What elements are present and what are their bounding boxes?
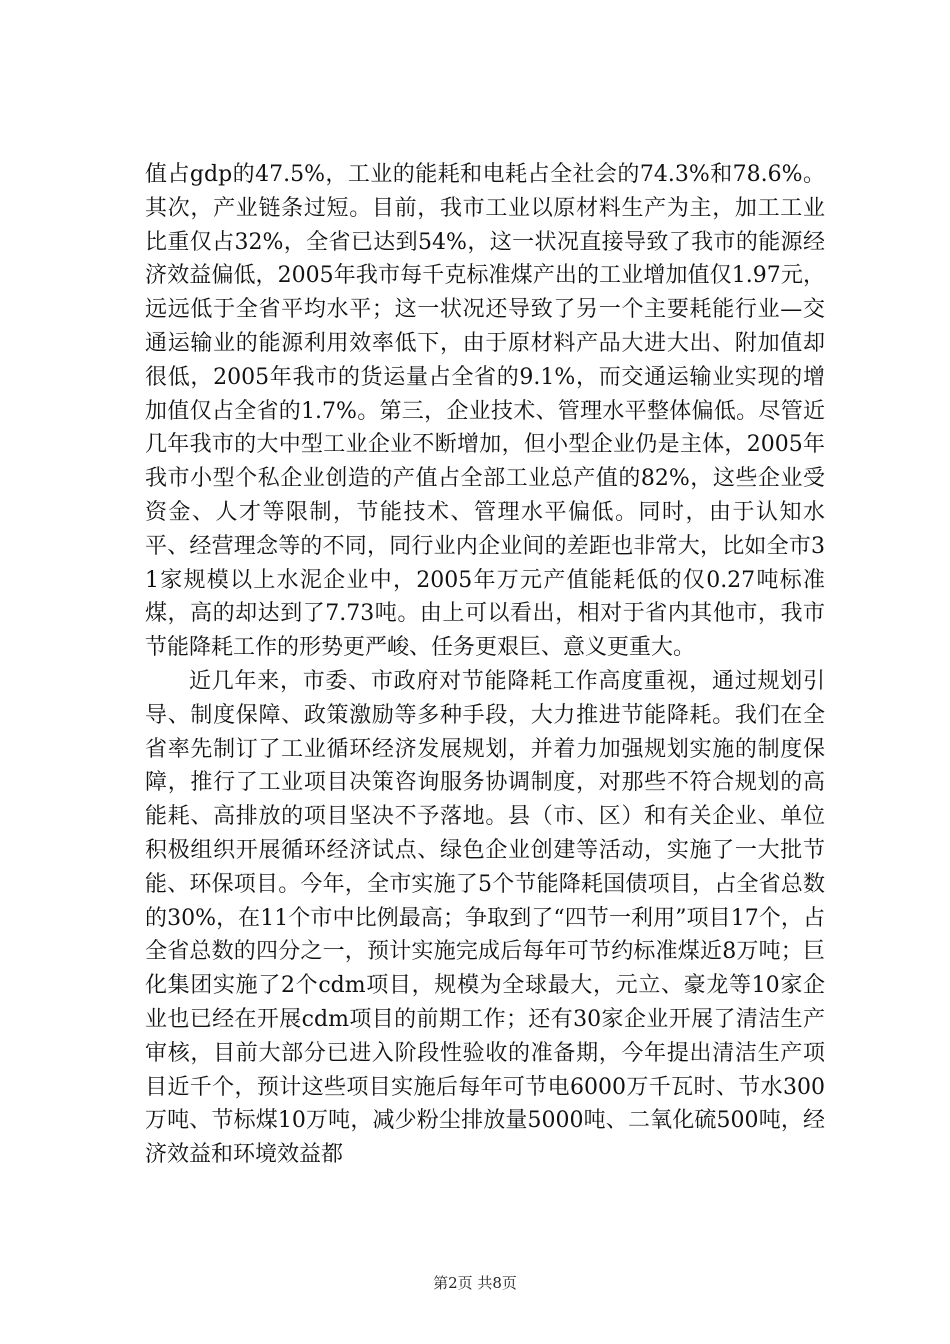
paragraph-2: 近几年来，市委、市政府对节能降耗工作高度重视，通过规划引导、制度保障、政策激励等多种手段，大力推进节能降耗。我们在全省率先制订了工业循环经济发展规划，并着力加强规划实施的制度保障，推行了工业项目决策咨询服务协调制度，对那些不符合规划的高能耗、高排放的项目坚决不予落地。县（市、区）和有关企业、单位积极组织开展循环经济试点、绿色企业创建等活动，实施了一大批节能、环保项目。今年，全市实施了5个节能降耗国债项目，占全省总数的30%，在11个市中比例最高；争取到了“四节一利用”项目17个，占全省总数的四分之一，预计实施完成后每年可节约标准煤近8万吨；巨化集团实施了2个cdm项目，规模为全球最大，元立、豪龙等10家企业也已经在开展cdm项目的前期工作；还有30家企业开展了清洁生产审核，目前大部分已进入阶段性验收的准备期，今年提出清洁生产项目近千个，预计这些项目实施后每年可节电6000万千瓦时、节水300万吨、节标煤10万吨，减少粉尘排放量5000吨、二氧化硫500吨，经济效益和环境效益都 bbox=[145, 668, 825, 1168]
document-body bbox=[145, 158, 825, 1172]
page-number-label: 第2页 共8页 bbox=[433, 1274, 517, 1292]
paragraph-1: 值占gdp的47.5%，工业的能耗和电耗占全社会的74.3%和78.6%。其次，产业链条过短。目前，我市工业以原材料生产为主，加工工业比重仅占32%，全省已达到54%，这一状况直接导致了我市的能源经济效益偏低，2005年我市每千克标准煤产出的工业增加值仅1.97元，远远低于全省平均水平；这一状况还导致了另一个主要耗能行业—交通运输业的能源利用效率低下，由于原材料产品大进大出、附加值却很低，2005年我市的货运量占全省的9.1%，而交通运输业实现的增加值仅占全省的1.7%。第三，企业技术、管理水平整体偏低。尽管近几年我市的大中型工业企业不断增加，但小型企业仍是主体，2005年我市小型个私企业创造的产值占全部工业总产值的82%，这些企业受资金、人才等限制，节能技术、管理水平偏低。同时，由于认知水平、经营理念等的不同，同行业内企业间的差距也非常大，比如全市31家规模以上水泥企业中，2005年万元产值能耗低的仅0.27吨标准煤，高的却达到了7.73吨。由上可以看出，相对于省内其他市，我市节能降耗工作的形势更严峻、任务更艰巨、意义更重大。 bbox=[145, 162, 825, 661]
page-footer bbox=[0, 1273, 950, 1293]
